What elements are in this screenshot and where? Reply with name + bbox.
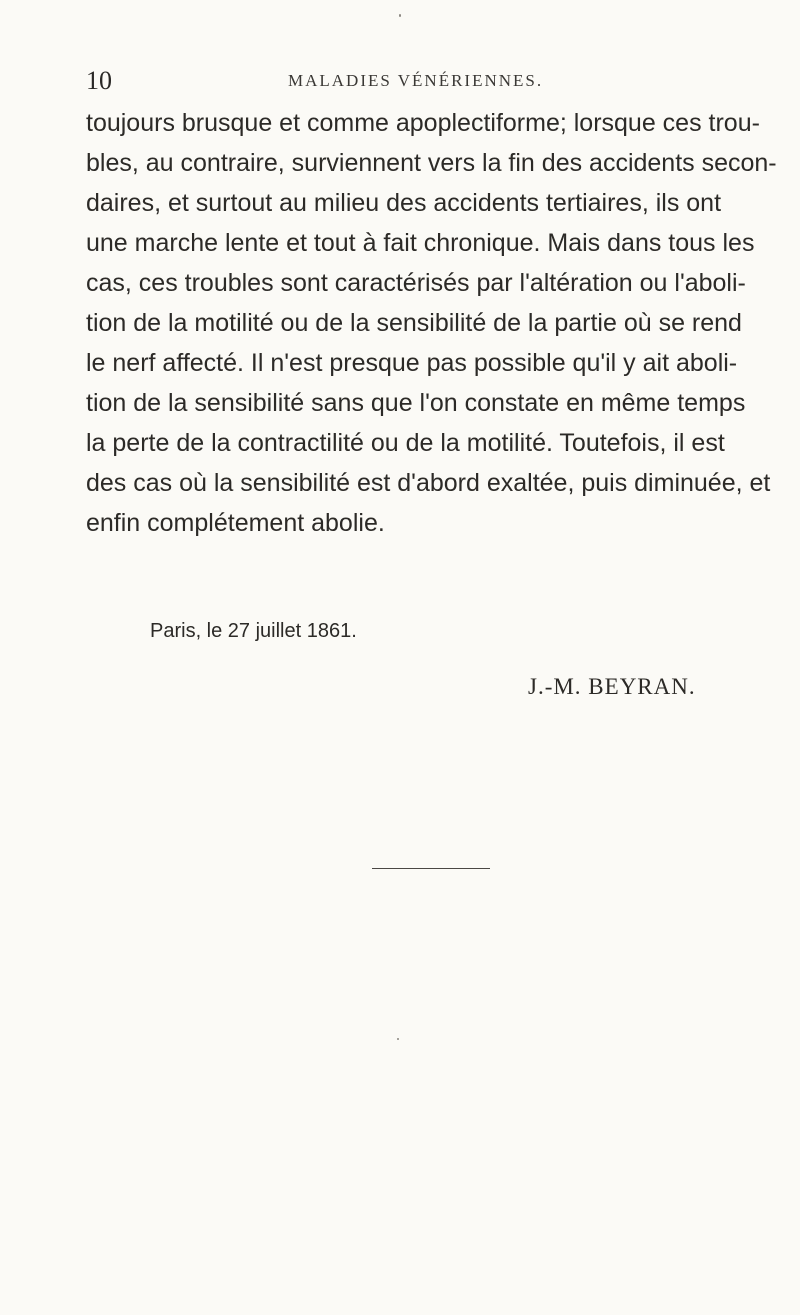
body-paragraph <box>86 103 777 543</box>
print-speck <box>397 1038 399 1040</box>
text-line: une marche lente et tout à fait chronique. Mais dans tous les <box>86 229 755 257</box>
text-line: enfin complétement abolie. <box>86 509 385 537</box>
print-speck <box>399 14 401 17</box>
author-signature: J.-M. BEYRAN. <box>528 674 696 699</box>
running-title: MALADIES VÉNÉRIENNES. <box>288 71 544 90</box>
text-line: bles, au contraire, surviennent vers la fin des accidents secon- <box>86 149 777 177</box>
text-line: daires, et surtout au milieu des accidents tertiaires, ils ont <box>86 189 722 217</box>
running-head <box>86 66 726 96</box>
end-rule <box>372 868 490 869</box>
text-line: des cas où la sensibilité est d'abord exaltée, puis diminuée, et <box>86 469 771 497</box>
text-line: tion de la sensibilité sans que l'on constate en même temps <box>86 389 746 417</box>
dateline: Paris, le 27 juillet 1861. <box>150 620 357 642</box>
page-number: 10 <box>86 66 112 95</box>
text-line: la perte de la contractilité ou de la motilité. Toutefois, il est <box>86 429 725 457</box>
text-line: tion de la motilité ou de la sensibilité de la partie où se rend <box>86 309 742 337</box>
text-line: cas, ces troubles sont caractérisés par l'altération ou l'aboli- <box>86 269 746 297</box>
text-line: le nerf affecté. Il n'est presque pas possible qu'il y ait aboli- <box>86 349 738 377</box>
text-line: toujours brusque et comme apoplectiforme; lorsque ces trou- <box>86 109 760 137</box>
